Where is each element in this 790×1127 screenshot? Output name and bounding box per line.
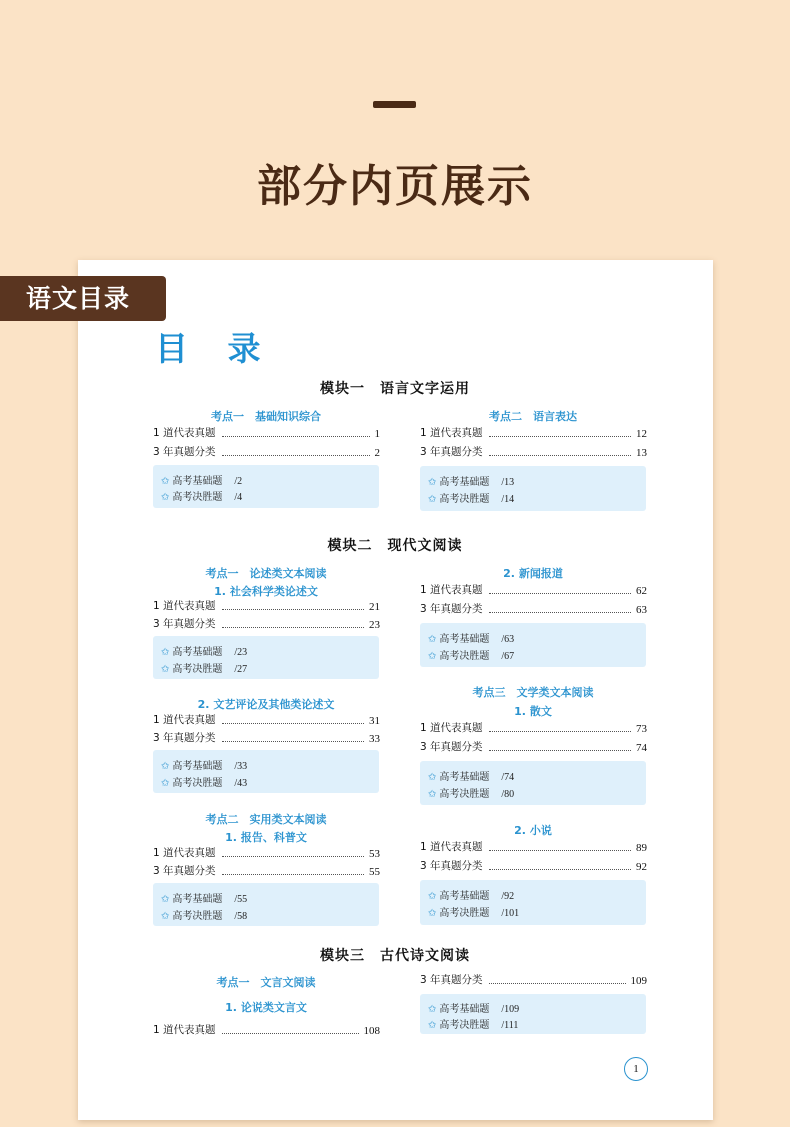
entry-page: 1 <box>374 428 380 440</box>
toc-entry[interactable] <box>153 846 380 860</box>
entry-label: 3 年真题分类 <box>153 446 216 458</box>
star-icon: ✩ <box>161 476 170 487</box>
exercise-entry[interactable] <box>161 660 247 675</box>
entry-label: 1 道代表真题 <box>153 427 216 439</box>
leader-dots <box>222 723 364 724</box>
banner-title: 部分内页展示 <box>257 161 533 212</box>
entry-label: 1 道代表真题 <box>420 427 483 439</box>
star-icon: ✩ <box>428 772 437 783</box>
section-tag: 语文目录 <box>0 276 166 321</box>
exercise-entry[interactable] <box>161 488 242 503</box>
entry-page: 73 <box>636 723 647 735</box>
exercise-entry[interactable] <box>161 774 247 789</box>
exercise-label: 高考基础题 <box>439 1004 490 1015</box>
exercise-page: /23 <box>234 647 248 658</box>
exercise-box <box>420 761 646 805</box>
toc-title: 目 录 <box>155 329 275 368</box>
exercise-entry[interactable] <box>428 887 514 902</box>
exercise-box <box>420 880 646 925</box>
entry-label: 3 年真题分类 <box>420 603 483 615</box>
exercise-entry[interactable] <box>428 1000 519 1015</box>
star-icon: ✩ <box>428 494 437 505</box>
m2-k2-s1-heading: 1. 报告、科普文 <box>225 831 307 844</box>
star-icon: ✩ <box>428 477 437 488</box>
star-icon: ✩ <box>428 651 437 662</box>
toc-entry[interactable] <box>420 583 647 597</box>
exercise-label: 高考基础题 <box>439 634 490 645</box>
exercise-entry[interactable] <box>161 890 247 905</box>
module-2-heading: 模块二 现代文阅读 <box>327 538 463 554</box>
exercise-label: 高考决胜题 <box>439 651 490 662</box>
entry-label: 3 年真题分类 <box>153 618 216 630</box>
m2-k3-heading: 考点三 文学类文本阅读 <box>472 686 594 699</box>
exercise-page: /58 <box>234 911 248 922</box>
exercise-page: /14 <box>501 494 515 505</box>
leader-dots <box>222 874 364 875</box>
star-icon: ✩ <box>161 911 170 922</box>
star-icon: ✩ <box>161 647 170 658</box>
exercise-page: /27 <box>234 664 248 675</box>
entry-label: 1 道代表真题 <box>153 847 216 859</box>
exercise-entry[interactable] <box>428 473 514 488</box>
entry-page: 2 <box>374 447 380 459</box>
entry-label: 3 年真题分类 <box>153 865 216 877</box>
entry-page: 53 <box>369 848 380 860</box>
exercise-label: 高考决胜题 <box>172 492 223 503</box>
entry-label: 3 年真题分类 <box>420 974 483 986</box>
leader-dots <box>222 609 364 610</box>
entry-label: 1 道代表真题 <box>153 1024 216 1036</box>
exercise-label: 高考决胜题 <box>439 1020 490 1031</box>
star-icon: ✩ <box>428 908 437 919</box>
toc-entry[interactable] <box>153 617 380 631</box>
entry-label: 3 年真题分类 <box>420 741 483 753</box>
star-icon: ✩ <box>428 1004 437 1015</box>
exercise-label: 高考基础题 <box>172 761 223 772</box>
star-icon: ✩ <box>161 492 170 503</box>
entry-label: 1 道代表真题 <box>420 722 483 734</box>
toc-entry[interactable] <box>420 426 647 440</box>
m2-k2-heading: 考点二 实用类文本阅读 <box>205 813 327 826</box>
decorative-dash <box>373 101 416 108</box>
entry-page: 55 <box>369 866 380 878</box>
toc-entry[interactable] <box>420 602 647 616</box>
m3-k1-s1-heading: 1. 论说类文言文 <box>225 1001 307 1014</box>
entry-page: 62 <box>636 585 647 597</box>
m1-k1-heading: 考点一 基础知识综合 <box>211 410 321 423</box>
exercise-label: 高考基础题 <box>439 477 490 488</box>
star-icon: ✩ <box>428 891 437 902</box>
exercise-label: 高考决胜题 <box>172 911 223 922</box>
exercise-label: 高考决胜题 <box>172 664 223 675</box>
entry-page: 109 <box>630 975 647 987</box>
exercise-page: /2 <box>234 476 243 487</box>
toc-entry[interactable] <box>153 864 380 878</box>
entry-page: 92 <box>636 861 647 873</box>
exercise-box <box>420 994 646 1034</box>
exercise-page: /74 <box>501 772 515 783</box>
exercise-label: 高考决胜题 <box>439 494 490 505</box>
toc-entry[interactable] <box>153 1023 380 1037</box>
entry-page: 31 <box>369 715 380 727</box>
entry-label: 1 道代表真题 <box>153 600 216 612</box>
exercise-label: 高考决胜题 <box>439 908 490 919</box>
leader-dots <box>222 1033 359 1034</box>
exercise-entry[interactable] <box>428 647 514 662</box>
entry-page: 23 <box>369 619 380 631</box>
leader-dots <box>222 436 370 437</box>
exercise-entry[interactable] <box>161 907 247 922</box>
leader-dots <box>489 850 631 851</box>
toc-entry[interactable] <box>420 973 647 987</box>
m1-k2-heading: 考点二 语言表达 <box>489 410 577 423</box>
leader-dots <box>489 455 631 456</box>
page-number: 1 <box>624 1057 648 1081</box>
entry-page: 89 <box>636 842 647 854</box>
exercise-label: 高考基础题 <box>172 476 223 487</box>
exercise-label: 高考决胜题 <box>439 789 490 800</box>
toc-entry[interactable] <box>153 599 380 613</box>
entry-page: 108 <box>363 1025 380 1037</box>
exercise-box <box>420 466 646 511</box>
exercise-entry[interactable] <box>428 1016 518 1031</box>
entry-label: 1 道代表真题 <box>420 841 483 853</box>
entry-label: 1 道代表真题 <box>420 584 483 596</box>
toc-entry[interactable] <box>420 740 647 754</box>
toc-entry[interactable] <box>420 840 647 854</box>
toc-entry[interactable] <box>420 859 647 873</box>
leader-dots <box>489 983 626 984</box>
star-icon: ✩ <box>161 664 170 675</box>
m2-news-heading: 2. 新闻报道 <box>503 567 563 580</box>
leader-dots <box>489 750 631 751</box>
exercise-label: 高考基础题 <box>439 891 490 902</box>
toc-entry[interactable] <box>153 713 380 727</box>
star-icon: ✩ <box>161 778 170 789</box>
entry-label: 1 道代表真题 <box>153 714 216 726</box>
exercise-entry[interactable] <box>428 785 514 800</box>
toc-entry[interactable] <box>153 426 380 440</box>
m2-k1-heading: 考点一 论述类文本阅读 <box>205 567 327 580</box>
m2-k3-s2-heading: 2. 小说 <box>514 824 552 837</box>
m2-k3-s1-heading: 1. 散文 <box>514 705 552 718</box>
exercise-label: 高考基础题 <box>439 772 490 783</box>
leader-dots <box>222 627 364 628</box>
exercise-page: /63 <box>501 634 515 645</box>
toc-entry[interactable] <box>153 731 380 745</box>
star-icon: ✩ <box>161 894 170 905</box>
exercise-box <box>153 636 379 679</box>
exercise-page: /80 <box>501 789 515 800</box>
m2-k1-s2-heading: 2. 文艺评论及其他类论述文 <box>197 698 335 711</box>
entry-label: 3 年真题分类 <box>420 860 483 872</box>
exercise-box <box>153 465 379 508</box>
leader-dots <box>222 455 370 456</box>
star-icon: ✩ <box>428 789 437 800</box>
module-1-heading: 模块一 语言文字运用 <box>320 381 470 397</box>
exercise-entry[interactable] <box>428 490 514 505</box>
exercise-box <box>153 883 379 926</box>
exercise-page: /101 <box>501 908 520 919</box>
exercise-page: /43 <box>234 778 248 789</box>
leader-dots <box>489 612 631 613</box>
exercise-page: /33 <box>234 761 248 772</box>
leader-dots <box>489 593 631 594</box>
leader-dots <box>222 741 364 742</box>
module-3-heading: 模块三 古代诗文阅读 <box>320 948 470 964</box>
entry-page: 33 <box>369 733 380 745</box>
leader-dots <box>489 869 631 870</box>
exercise-page: /111 <box>501 1020 519 1031</box>
exercise-page: /109 <box>501 1004 520 1015</box>
exercise-page: /13 <box>501 477 515 488</box>
star-icon: ✩ <box>428 634 437 645</box>
exercise-box <box>420 623 646 667</box>
exercise-entry[interactable] <box>161 643 247 658</box>
exercise-box <box>153 750 379 793</box>
entry-page: 12 <box>636 428 647 440</box>
entry-page: 63 <box>636 604 647 616</box>
exercise-entry[interactable] <box>428 768 514 783</box>
exercise-page: /55 <box>234 894 248 905</box>
leader-dots <box>489 436 631 437</box>
leader-dots <box>222 856 364 857</box>
star-icon: ✩ <box>161 761 170 772</box>
exercise-entry[interactable] <box>161 757 247 772</box>
exercise-entry[interactable] <box>428 630 514 645</box>
m2-k1-s1-heading: 1. 社会科学类论述文 <box>214 585 318 598</box>
entry-page: 21 <box>369 601 380 613</box>
exercise-label: 高考基础题 <box>172 894 223 905</box>
exercise-page: /92 <box>501 891 515 902</box>
exercise-entry[interactable] <box>428 904 519 919</box>
toc-entry[interactable] <box>420 445 647 459</box>
exercise-page: /67 <box>501 651 515 662</box>
leader-dots <box>489 731 631 732</box>
toc-entry[interactable] <box>153 445 380 459</box>
exercise-label: 高考决胜题 <box>172 778 223 789</box>
exercise-label: 高考基础题 <box>172 647 223 658</box>
entry-page: 74 <box>636 742 647 754</box>
m3-k1-heading: 考点一 文言文阅读 <box>216 976 316 989</box>
star-icon: ✩ <box>428 1020 437 1031</box>
toc-entry[interactable] <box>420 721 647 735</box>
entry-label: 3 年真题分类 <box>153 732 216 744</box>
exercise-page: /4 <box>234 492 243 503</box>
exercise-entry[interactable] <box>161 472 242 487</box>
entry-label: 3 年真题分类 <box>420 446 483 458</box>
entry-page: 13 <box>636 447 647 459</box>
